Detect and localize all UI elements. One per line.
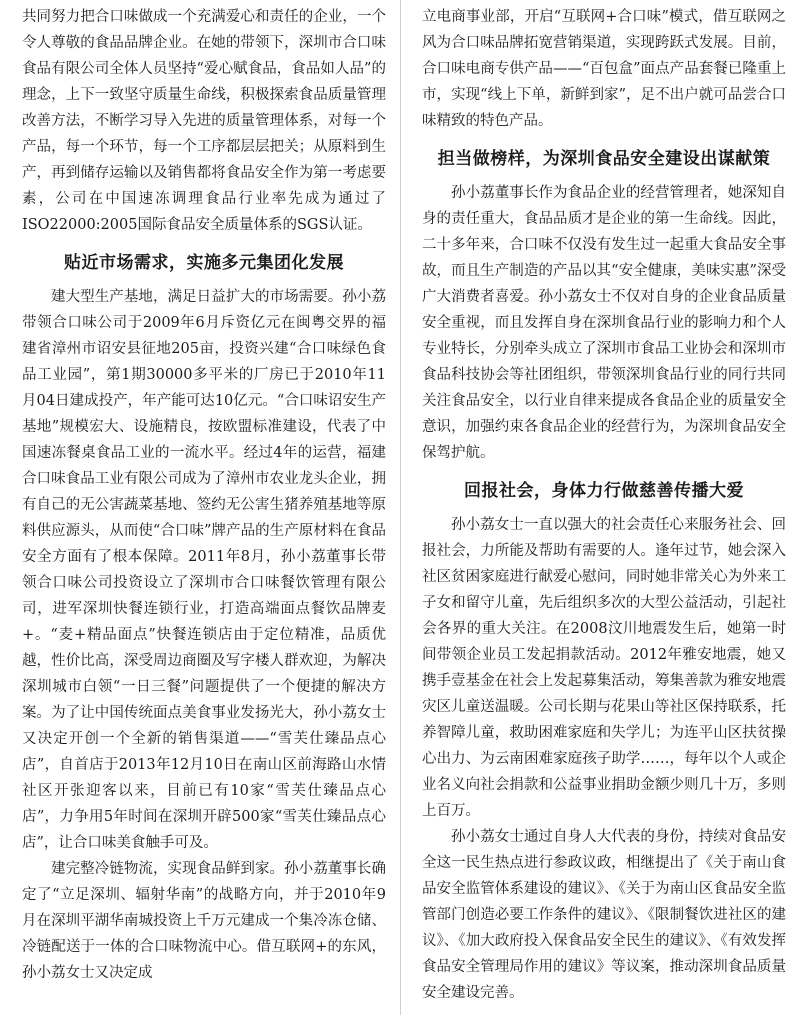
paragraph-proposals: 孙小荔女士通过自身人大代表的身份，持续对食品安全这一民生热点进行参政议政，相继提出了《关于南山食品安全监管体系建设的建议》、《关于为南山区食品安全监管部门创造必要工作条件的建议》、《限制餐饮进社区的建议》、《加大政府投入保食品安全民生的建议》、《有效发挥食品安全管理局作用的建议》等议案，推动深圳食品质量安全建设完善。 xyxy=(422,829,786,1001)
paragraph-food-safety: 孙小荔董事长作为食品企业的经营管理者，她深知自身的责任重大，食品品质才是企业的第一生命线。因此，二十多年来，合口味不仅没有发生过一起重大食品安全事故，而且生产制造的产品以其“安全健康，美味实惠”深受广大消费者喜爱。孙小荔女士不仅对自身的企业食品质量安全重视，而且发挥自身在深圳食品行业的影响力和个人专业特长，分别牵头成立了深圳市食品工业协会和深圳市食品科技协会等社团组织，带领深圳食品行业的同行共同关注食品安全，以行业自律来提成各食品企业的质量安全意识，加强约束各食品企业的经营行为，为深圳食品安全保驾护航。 xyxy=(422,185,786,461)
paragraph-cold-chain: 建完整冷链物流，实现食品鲜到家。孙小荔董事长确定了“立足深圳、辐射华南”的战略方向，并于2010年9月在深圳平湖华南城投资上千万元建成一个集冷冻仓储、冷链配送于一体的合口味物流中心。借互联网+的东风，孙小荔女士又决定成 xyxy=(22,861,386,981)
section-heading-charity: 回报社会，身体力行做慈善传播大爱 xyxy=(464,481,744,501)
paragraph-charity: 孙小荔女士一直以强大的社会责任心来服务社会、回报社会，力所能及帮助有需要的人。逢年过节，她会深入社区贫困家庭进行献爱心慰问，同时她非常关心为外来工子女和留守儿童，先后组织多次的大型公益活动，引起社会各界的重大关注。在2008汶川地震发生后，她第一时间带领企业员工发起捐款活动。2012年雅安地震，她又携手壹基金在社会上发起募集活动，筹集善款为雅安地震灾区儿童送温暖。公司长期与花果山等社区保持联系，托养智障儿童，救助困难家庭和失学儿；为连平山区扶贫操心出力、为云南困难家庭孩子助学……，每年以个人或企业名义向社会捐款和公益事业捐助金额少则几十万，多则上百万。 xyxy=(422,517,786,819)
column-divider xyxy=(400,0,401,1015)
left-column xyxy=(22,4,386,986)
paragraph-production-base: 建大型生产基地，满足日益扩大的市场需要。孙小荔带领合口味公司于2009年6月斥资亿元在闽粤交界的福建省漳州市诏安县征地205亩，投资兴建“合口味绿色食品工业园”，第1期30000多平米的厂房已于2010年11月04日建成投产，年产能可达10亿元。“合口味诏安生产基地”规模宏大、设施精良，按欧盟标准建设，代表了中国速冻餐桌食品工业的一流水平。经过4年的运营，福建合口味食品工业有限公司成为了漳州市农业龙头企业，拥有自己的无公害蔬菜基地、签约无公害生猪养殖基地等原料供应源头，从而使“合口味”牌产品的生产原材料在食品安全方面有了根本保障。2011年8月，孙小荔董事长带领合口味公司投资设立了深圳市合口味餐饮管理有限公司，进军深圳快餐连锁行业，打造高端面点餐饮品牌麦+。“麦+精品面点”快餐连锁店由于定位精准，品质优越，性价比高，深受周边商圈及写字楼人群欢迎，为解决深圳城市白领“一日三餐”问题提供了一个便捷的解决方案。为了让中国传统面点美食事业发扬光大，孙小荔女士又决定开创一个全新的销售渠道——“雪芙仕臻品点心店”，自首店于2013年12月10日在南山区前海路山水情社区开张迎客以来，目前已有10家“雪芙仕臻品点心店”，力争用5年时间在深圳开辟500家“雪芙仕臻品点心店”，让合口味美食触手可及。 xyxy=(22,289,386,851)
section-heading-market: 贴近市场需求，实施多元集团化发展 xyxy=(64,253,344,273)
intro-paragraph: 共同努力把合口味做成一个充满爱心和责任的企业，一个令人尊敬的食品品牌企业。在她的带领下，深圳市合口味食品有限公司全体人员坚持“爱心赋食品，食品如人品”的理念，上下一致坚守质量生命线，积极探索食品质量管理改善方法，不断学习导入先进的质量管理体系，对每一个产品，每一个环节，每一个工序都层层把关；从原料到生产，再到储存运输以及销售都将食品安全作为第一考虑要素，公司在中国速冻调理食品行业率先成为通过了ISO22000:2005国际食品安全质量体系的SGS认证。 xyxy=(22,9,386,233)
continuation-paragraph: 立电商事业部，开启“互联网+合口味”模式，借互联网之风为合口味品牌拓宽营销渠道，实现跨跃式发展。目前，合口味电商专供产品——“百包盒”面点产品套餐已隆重上市，实现“线上下单，新鲜到家”，足不出户就可品尝合口味精致的特色产品。 xyxy=(422,9,786,129)
section-heading-food-safety: 担当做榜样，为深圳食品安全建设出谋献策 xyxy=(437,149,771,169)
right-column xyxy=(422,4,786,1006)
